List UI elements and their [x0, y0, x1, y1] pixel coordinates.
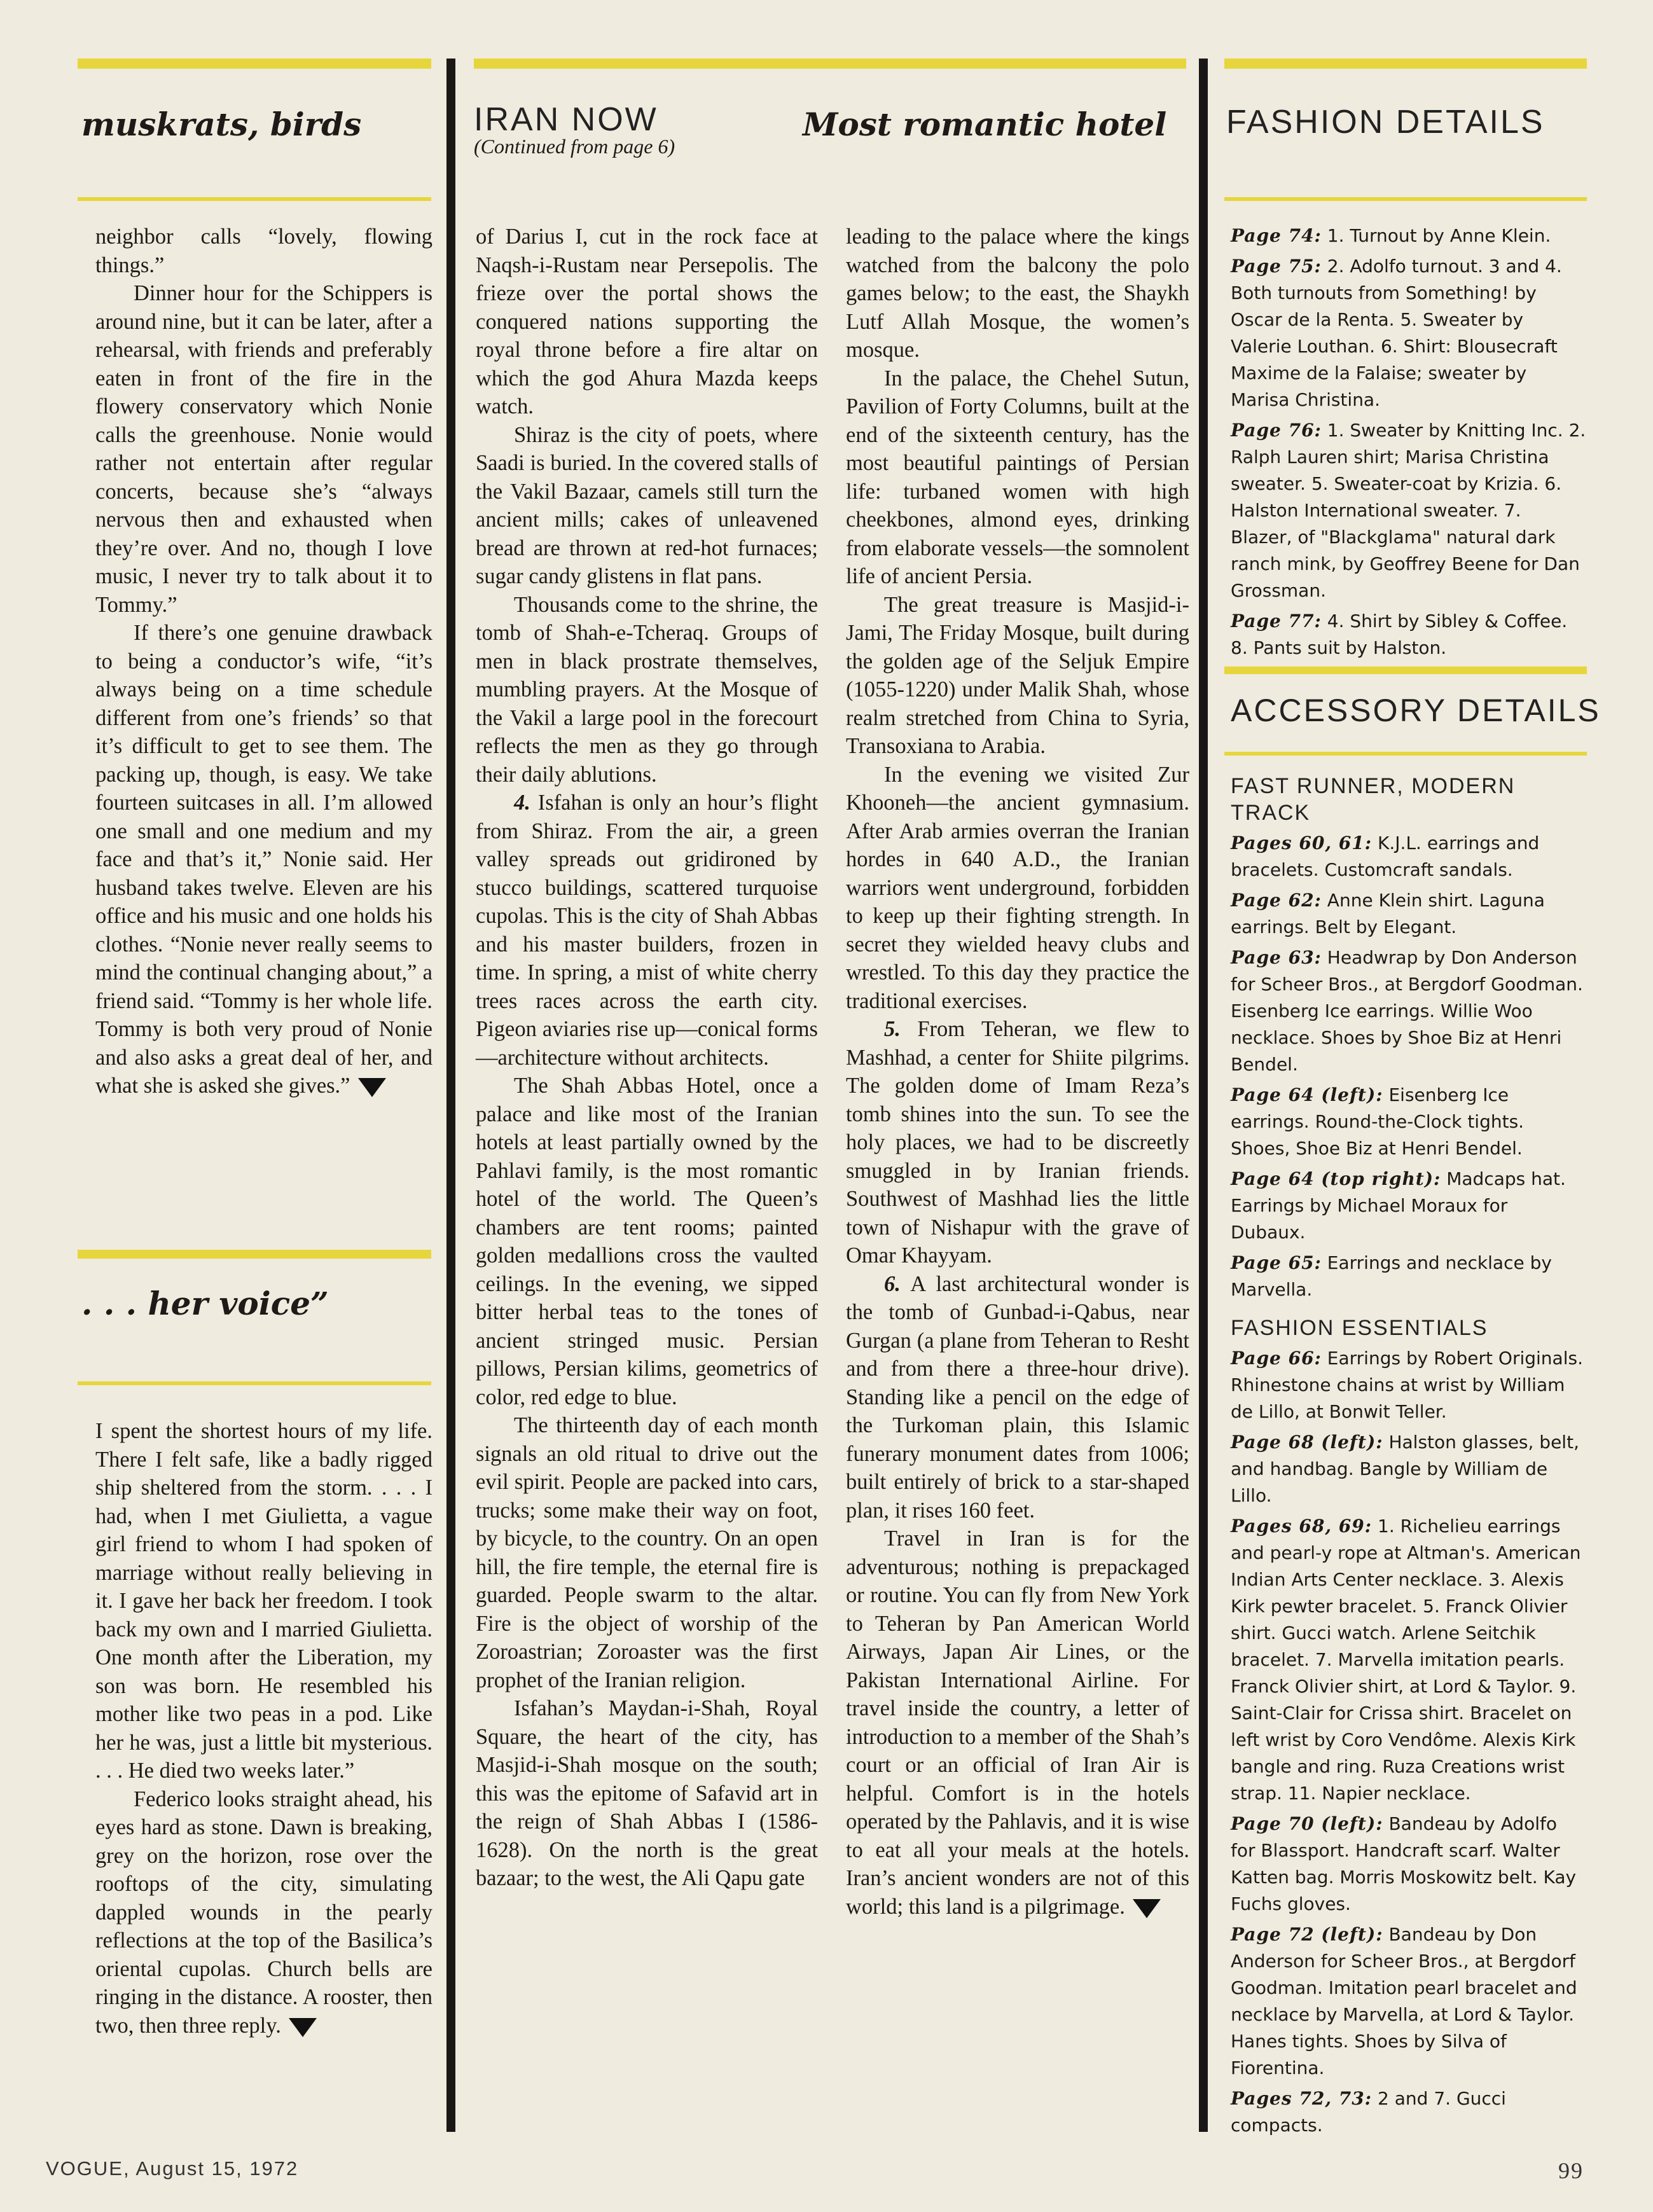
article-title: IRAN NOW — [474, 101, 658, 138]
credit-entry — [1231, 1250, 1587, 1303]
page-ref: Page 70 (left): — [1231, 1813, 1383, 1834]
paragraph — [95, 619, 432, 1100]
credit-entry — [1231, 223, 1587, 249]
column-3 — [846, 223, 1189, 1921]
top-rule-middle — [474, 59, 1186, 69]
subsection-heading: FASHION ESSENTIALS — [1231, 1316, 1488, 1340]
paragraph: The Shah Abbas Hotel, once a palace and like most of the Iranian hotels at least partially owned by the Pahlavi family, is the most romantic hotel of the world. The Queen’s chambers are tent rooms; painted golden medallions cross the vaulted ceilings. In the evening, we sipped bitter herbal teas to the tones of ancient stringed music. Persian pillows, Persian kilims, geometrics of color, red edge to blue. — [476, 1074, 818, 1409]
credit-text: Earrings by Robert Originals. Rhinestone chains at wrist by William de Lillo, at Bonwit Teller. — [1231, 1348, 1583, 1422]
page-ref: Page 75: — [1231, 256, 1322, 277]
credit-text: Headwrap by Don Anderson for Scheer Bros., at Bergdorf Goodman. Eisenberg Ice earrings. Willie Woo necklace. Shoes by Shoe Biz at Henri Bendel. — [1231, 947, 1583, 1075]
paragraph: neighbor calls “lovely, flowing things.” — [95, 225, 432, 277]
paragraph: of Darius I, cut in the rock face at Naqsh-i-Rustam near Persepolis. The frieze over the portal shows the conquered nations supporting the royal throne before a fire altar on which the god Ahura Mazda keeps watch. — [476, 225, 818, 418]
section-rule-1 — [78, 1250, 431, 1259]
paragraph-text: A last architectural wonder is the tomb of Gunbad-i-Qabus, near Gurgan (a plane from Teheran to Resht and from there a three-hour drive). Standing like a pencil on the edge of the Turkoman plain, this Islamic funerary monument dates from 1006; built entirely of brick to a star-shaped plan, it rises 160 feet. — [846, 1271, 1189, 1523]
paragraph: In the evening we visited Zur Khooneh—the ancient gymnasium. After Arab armies overran the Iranian hordes in 640 A.D., the Iranian warriors went underground, forbidden to keep up their fighting strength. In secret they wielded heavy clubs and wrestled. To this day they practice the traditional exercises. — [846, 762, 1189, 1013]
credit-text: Halston glasses, belt, and handbag. Bangle by William de Lillo. — [1231, 1432, 1579, 1506]
credit-text: 4. Shirt by Sibley & Coffee. 8. Pants suit by Halston. — [1231, 611, 1568, 658]
credit-text: Madcaps hat. Earrings by Michael Moraux for Dubaux. — [1231, 1168, 1566, 1243]
credit-entry — [1231, 417, 1587, 604]
credit-entry — [1231, 1513, 1587, 1807]
accessory-details-title: ACCESSORY DETAILS — [1231, 693, 1601, 728]
credit-entry — [1231, 1345, 1587, 1425]
top-rule-right — [1224, 59, 1587, 69]
paragraph: Thousands come to the shrine, the tomb of Shah-e-Tcheraq. Groups of men in black prostrate themselves, mumbling prayers. At the Mosque of the Vakil a large pool in the forecourt reflects the men as they go through their daily ablutions. — [476, 592, 818, 787]
page-number: 99 — [1558, 2158, 1584, 2183]
paragraph: The thirteenth day of each month signals an old ritual to drive out the evil spirit. People are packed into cars, trucks; some make their way on foot, by bicycle, to the country. On an open hill, the fire temple, the eternal fire is guarded. People swarm to the altar. Fire is the object of worship of the Zoroastrian; Zoroaster was the first prophet of the Iranian religion. — [476, 1413, 818, 1692]
credit-entry — [1231, 1921, 1587, 2082]
page-ref: Page 64 (left): — [1231, 1084, 1383, 1105]
paragraph — [95, 1785, 432, 2040]
page-ref: Page 64 (top right): — [1231, 1168, 1441, 1189]
page-ref: Pages 60, 61: — [1231, 833, 1373, 854]
credit-text: Earrings and necklace by Marvella. — [1231, 1252, 1552, 1300]
article-subhead: Most romantic hotel — [803, 106, 1167, 143]
credit-text: 1. Turnout by Anne Klein. — [1327, 225, 1551, 246]
paragraph-text: If there’s one genuine drawback to being a conductor’s wife, “it’s always being on a time schedule different from one’s friends’ so that it’s difficult to get to see them. The packing up, though, is easy. We take fourteen suitcases in all. I’m allowed one small and one medium and my face and that’s it,” Nonie said. Her husband takes twelve. Eleven are his office and his music and one holds his clothes. “Nonie never really seems to mind the continual changing about,” a friend said. “Tommy is her whole life. Tommy is both very proud of Nonie and also asks a great deal of her, and what she is asked she gives.” — [95, 621, 432, 1098]
paragraph — [846, 1524, 1189, 1921]
credit-entry — [1231, 253, 1587, 413]
fashion-details-list — [1231, 223, 1587, 665]
paragraph — [846, 1270, 1189, 1525]
accessory-details-list — [1231, 773, 1587, 2143]
paragraph-text: Federico looks straight ahead, his eyes hard as stone. Dawn is breaking, grey on the horizon, rose over the rooftops of the city, simulating dappled wounds in the pearly reflections at the top of the Basilica’s oriental cupolas. Church bells are ringing in the distance. A rooster, then two, then three reply. — [95, 1787, 432, 2038]
page-ref: Page 68 (left): — [1231, 1432, 1383, 1453]
paragraph: Dinner hour for the Schippers is around nine, but it can be later, after a rehearsal, with friends and preferably eaten in front of the fire in the flowery conservatory which Nonie calls the greenhouse. Nonie would rather not entertain after regular concerts, because she’s “always nervous then and exhausted when they’re over. And no, though I love music, I never try to talk about it to Tommy.” — [95, 281, 432, 617]
credit-entry — [1231, 944, 1587, 1078]
credit-text: 1. Richelieu earrings and pearl-y rope at Altman's. American Indian Arts Center necklace. 3. Alexis Kirk pewter bracelet. 5. Franck Olivier shirt. Gucci watch. Arlene Seitchik bracelet. 7. Marvella imitation pearls. Franck Olivier shirt, at Lord & Taylor. 9. Saint-Clair for Crissa shirt. Bracelet on left wrist by Coro Vendôme. Alexis Kirk bangle and ring. Ruza Creations wrist strap. 11. Napier necklace. — [1231, 1516, 1581, 1804]
paragraph-text: From Teheran, we flew to Mashhad, a center for Shiite pilgrims. The golden dome of Imam Reza’s tomb shines into the sun. To see the holy places, we had to be discreetly smuggled in by Iranian friends. Southwest of Mashhad lies the little town of Nishapur with the grave of Omar Khayyam. — [846, 1017, 1189, 1268]
section-number: 5. — [884, 1017, 901, 1041]
paragraph-text: Travel in Iran is for the adventurous; nothing is prepackaged or routine. You can fly from New York to Teheran by Pan American World Airways, Japan Air Lines, or the Pakistan International Airline. For travel inside the country, a letter of introduction to a member of the Shah’s court or an official of Iran Air is helpful. Comfort is in the hotels operated by the Pahlavis, and it is wise to eat all your meals at the hotels. Iran’s ancient wonders are not of this world; this land is a pilgrimage. — [846, 1526, 1189, 1919]
column-rule-right — [1199, 59, 1208, 2132]
credit-entry — [1231, 830, 1587, 883]
credit-text: Bandeau by Don Anderson for Scheer Bros., at Bergdorf Goodman. Imitation pearl bracelet and necklace by Marvella, at Lord & Taylor. Hanes tights. Shoes by Silva of Fiorentina. — [1231, 1924, 1577, 2078]
credit-text: K.J.L. earrings and bracelets. Customcraft sandals. — [1231, 833, 1540, 880]
end-mark-icon — [289, 2018, 317, 2037]
section-heading-her-voice: . . . her voice” — [81, 1285, 329, 1322]
credit-text: 2 and 7. Gucci compacts. — [1231, 2088, 1506, 2136]
paragraph: leading to the palace where the kings watched from the balcony the polo games below; to the east, the Shaykh Lutf Allah Mosque, the women’s mosque. — [846, 225, 1189, 362]
top-rule-left — [78, 59, 431, 69]
page-ref: Page 72 (left): — [1231, 1924, 1383, 1945]
left-column-title: muskrats, birds — [81, 106, 362, 143]
paragraph — [476, 789, 818, 1072]
paragraph: The great treasure is Masjid-i-Jami, The Friday Mosque, built during the golden age of the Seljuk Empire (1055-1220) under Malik Shah, whose realm stretched from China to Syria, Transoxiana to Arabia. — [846, 592, 1189, 758]
accessory-rule-bottom — [1224, 752, 1587, 756]
section-number: 6. — [884, 1271, 901, 1296]
column-2 — [476, 223, 818, 1893]
header-underline-right — [1224, 197, 1587, 201]
footer-publication: VOGUE, August 15, 1972 — [46, 2157, 299, 2180]
credit-text: Eisenberg Ice earrings. Round-the-Clock tights. Shoes, Shoe Biz at Henri Bendel. — [1231, 1084, 1525, 1159]
credit-text: Bandeau by Adolfo for Blassport. Handcraft scarf. Walter Katten bag. Morris Moskowitz belt. Kay Fuchs gloves. — [1231, 1813, 1577, 1914]
end-mark-icon — [358, 1078, 386, 1097]
header-underline-left — [78, 197, 431, 201]
page-ref: Page 74: — [1231, 225, 1322, 246]
column-1-top — [95, 223, 432, 1100]
credit-entry — [1231, 1811, 1587, 1918]
page-ref: Pages 68, 69: — [1231, 1516, 1373, 1537]
column-rule-left — [446, 59, 455, 2132]
credit-entry — [1231, 1082, 1587, 1162]
credit-text: 1. Sweater by Knitting Inc. 2. Ralph Lauren shirt; Marisa Christina sweater. 5. Sweater-coat by Krizia. 6. Halston International sweater. 7. Blazer, of "Blackglama" natural dark ranch mink, by Geoffrey Beene for Dan Grossman. — [1231, 420, 1586, 601]
column-1-bottom — [95, 1417, 432, 2040]
paragraph: In the palace, the Chehel Sutun, Pavilion of Forty Columns, built at the end of the sixteenth century, has the most beautiful paintings of Persian life: turbaned women with high cheekbones, almond eyes, drinking from elaborate vessels—the somnolent life of ancient Persia. — [846, 366, 1189, 588]
fashion-details-title: FASHION DETAILS — [1226, 104, 1545, 141]
paragraph: Isfahan’s Maydan-i-Shah, Royal Square, the heart of the city, has Masjid-i-Shah mosque on the south; this was the epitome of Safavid art in the reign of Shah Abbas I (1586-1628). On the north is the great bazaar; to the west, the Ali Qapu gate — [476, 1696, 818, 1890]
credit-entry — [1231, 1429, 1587, 1509]
subsection-heading: FAST RUNNER, MODERN TRACK — [1231, 774, 1516, 825]
paragraph-text: Isfahan is only an hour’s flight from Shiraz. From the air, a green valley spreads out gridironed by stucco buildings, scattered turquoise cupolas. This is the city of Shah Abbas and his master builders, frozen in time. In spring, a mist of white cherry trees races across the earth city. Pigeon aviaries rise up—conical forms—architecture without architects. — [476, 791, 818, 1070]
page-ref: Pages 72, 73: — [1231, 2088, 1373, 2109]
page-ref: Page 65: — [1231, 1252, 1322, 1273]
paragraph: I spent the shortest hours of my life. There I felt safe, like a badly rigged ship sheltered from the storm. . . . I had, when I met Giulietta, a vague girl friend to whom I had spoken of marriage without really believing in it. I gave her back her freedom. I took back my own and I married Giulietta. One month after the Liberation, my son was born. He resembled his mother like two peas in a pod. Like her he was, just a little bit mysterious. . . . He died two weeks later.” — [95, 1419, 432, 1783]
page-ref: Page 76: — [1231, 420, 1322, 441]
paragraph: Shiraz is the city of poets, where Saadi is buried. In the covered stalls of the Vakil Bazaar, camels still turn the ancient mills; cakes of unleavened bread are thrown at red-hot furnaces; sugar candy glistens in flat pans. — [476, 422, 818, 588]
article-continued-note: (Continued from page 6) — [474, 135, 675, 158]
credit-entry — [1231, 2085, 1587, 2139]
end-mark-icon — [1133, 1899, 1161, 1918]
credit-text: 2. Adolfo turnout. 3 and 4. Both turnouts from Something! by Oscar de la Renta. 5. Sweater by Valerie Louthan. 6. Shirt: Blousecraft Maxime de la Falaise; sweater by Marisa Christina. — [1231, 256, 1562, 410]
page-ref: Page 62: — [1231, 890, 1322, 911]
page-ref: Page 63: — [1231, 947, 1322, 968]
section-rule-2 — [78, 1381, 431, 1385]
section-number: 4. — [514, 791, 530, 815]
credit-entry — [1231, 608, 1587, 661]
credit-text: Anne Klein shirt. Laguna earrings. Belt by Elegant. — [1231, 890, 1545, 937]
page-ref: Page 77: — [1231, 611, 1322, 632]
credit-entry — [1231, 887, 1587, 941]
accessory-rule-top — [1224, 667, 1587, 674]
paragraph — [846, 1015, 1189, 1270]
page-ref: Page 66: — [1231, 1348, 1322, 1369]
credit-entry — [1231, 1166, 1587, 1246]
